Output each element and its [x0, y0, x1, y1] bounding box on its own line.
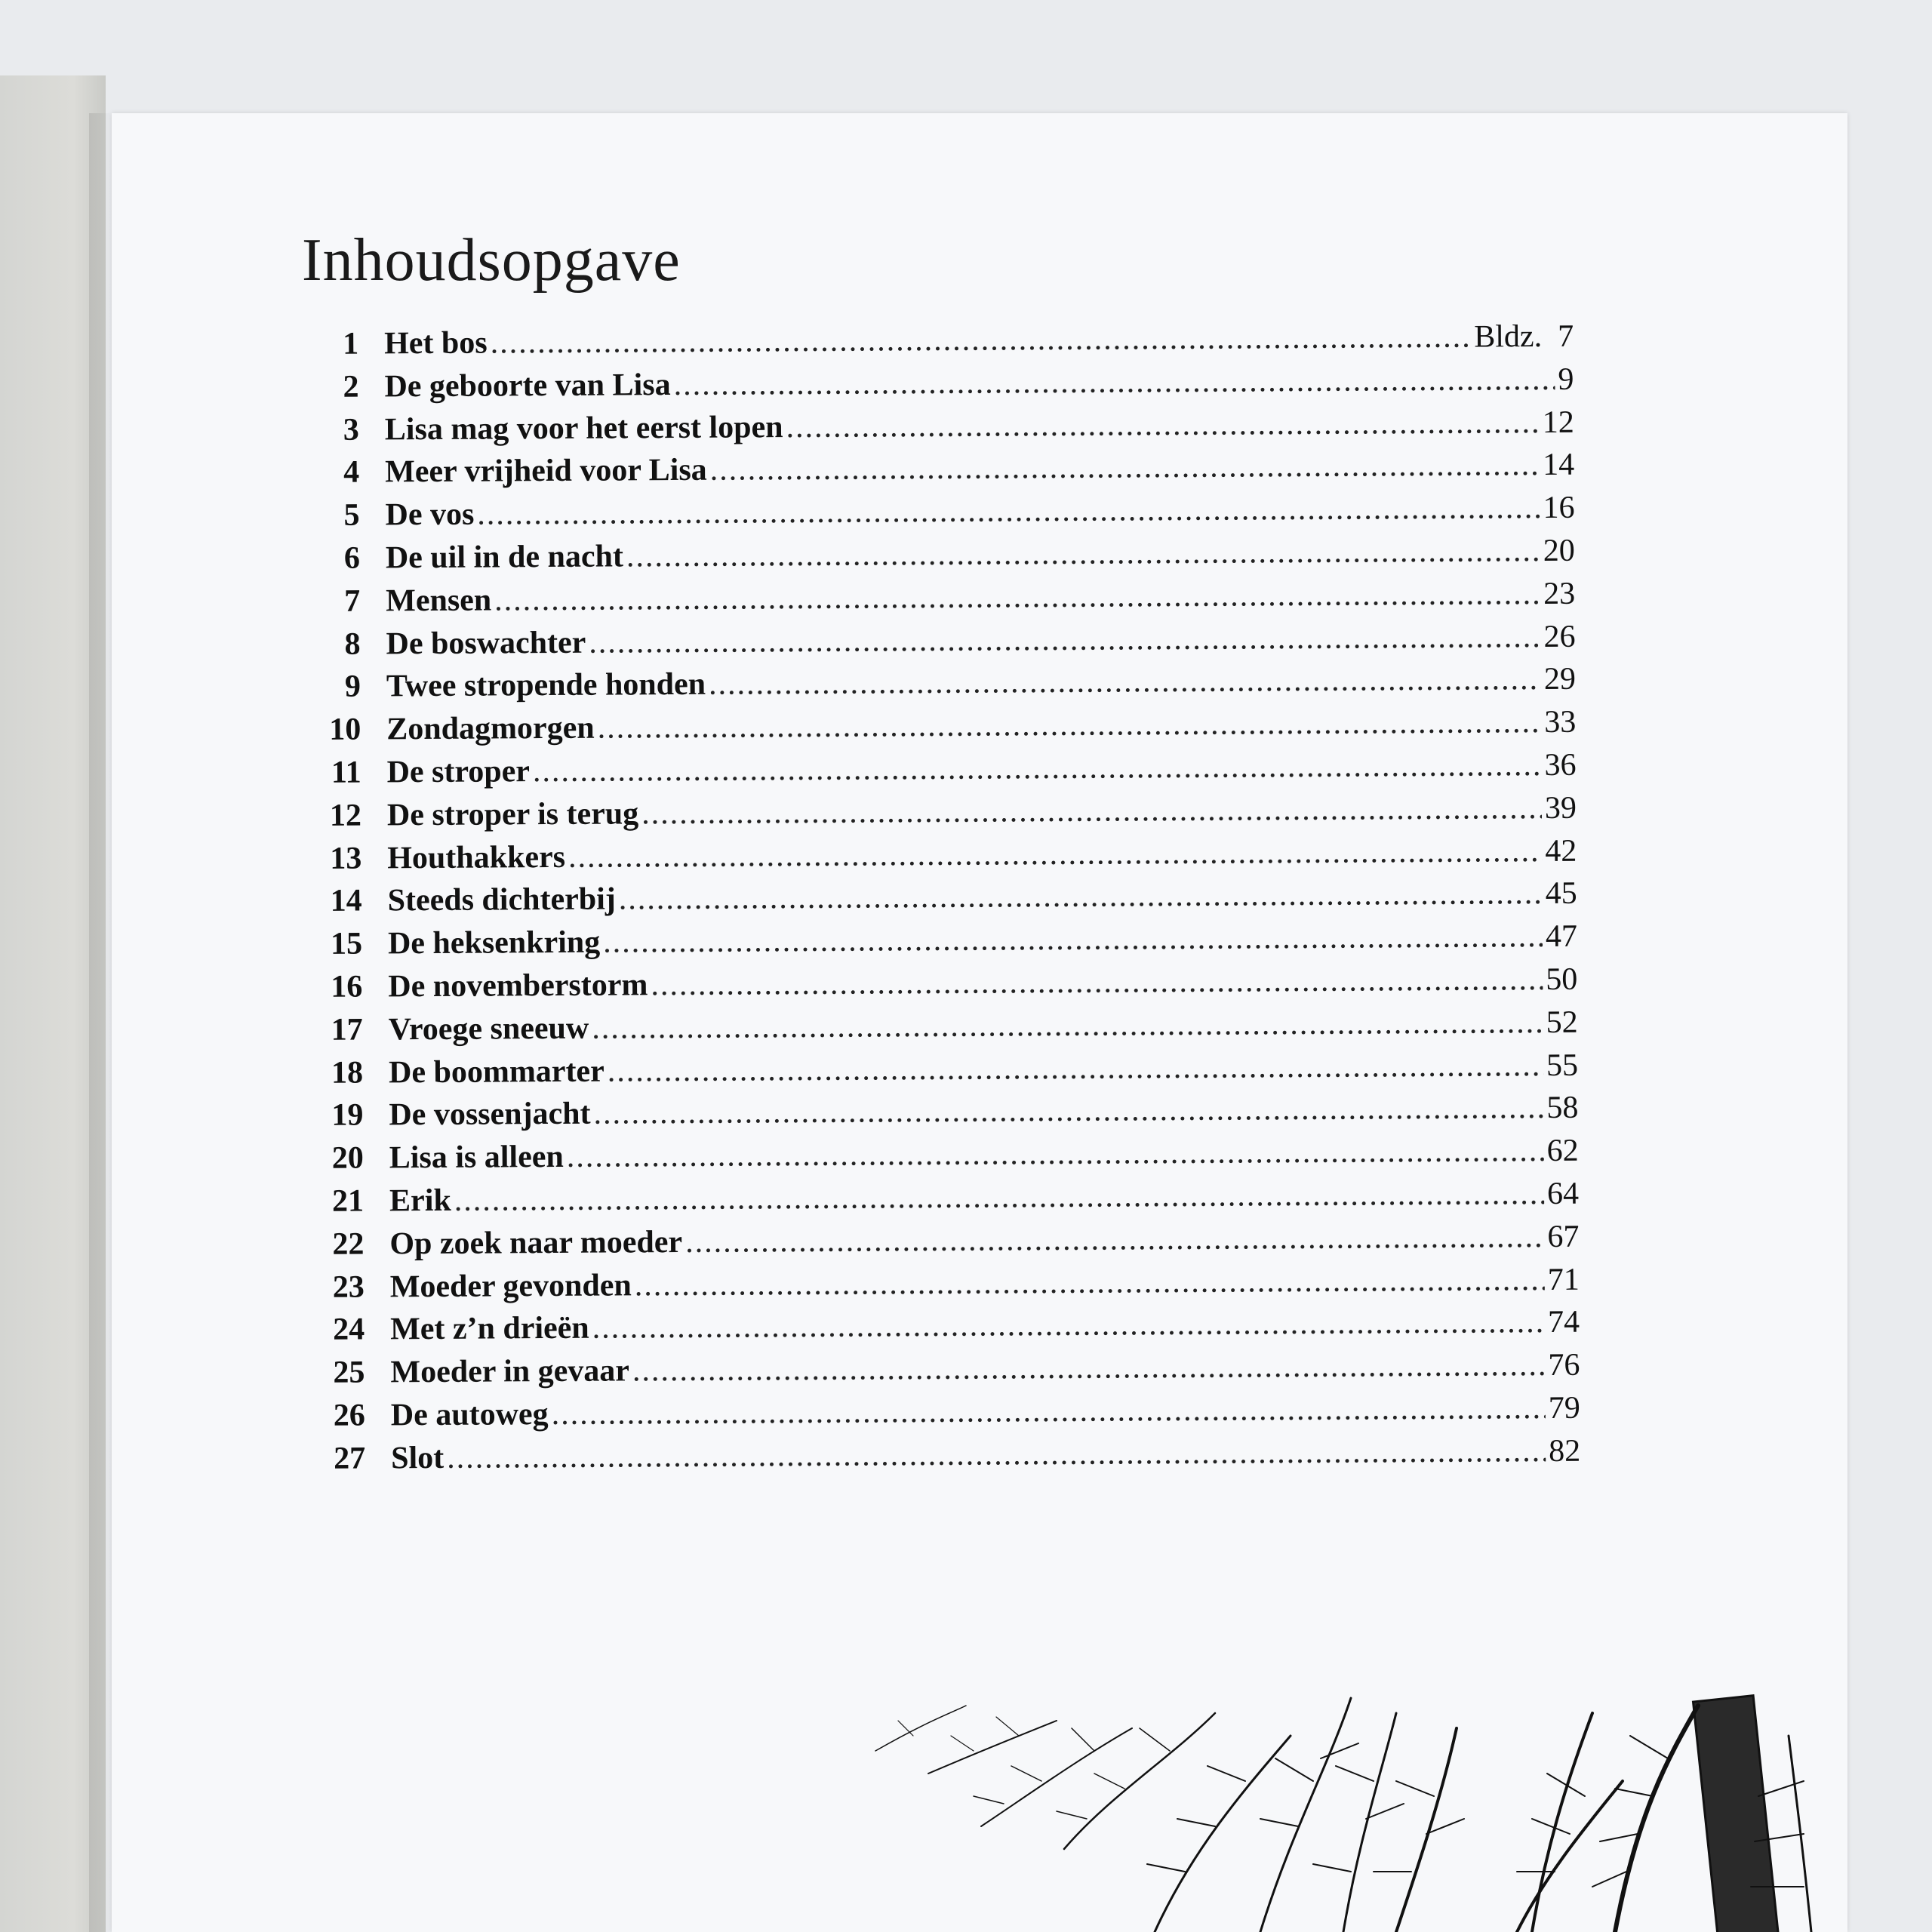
chapter-number: 18 — [331, 1055, 364, 1091]
spine-shadow — [89, 113, 112, 1932]
toc-entry — [311, 1176, 1579, 1226]
dot-leader — [710, 447, 1540, 488]
dot-leader — [709, 661, 1541, 703]
chapter-number: 8 — [344, 626, 361, 662]
chapter-title: Houthakkers — [387, 839, 566, 875]
toc-entry — [306, 490, 1574, 540]
dot-leader — [551, 1390, 1545, 1432]
dot-leader — [592, 1004, 1543, 1047]
dot-leader — [786, 405, 1540, 445]
toc-entry — [312, 1304, 1580, 1355]
toc-entry — [311, 1133, 1579, 1183]
toc-entry — [311, 1218, 1579, 1269]
dot-leader — [593, 1090, 1543, 1132]
chapter-number: 27 — [334, 1441, 366, 1476]
page-number: 29 — [1543, 662, 1577, 697]
page-number: 16 — [1543, 490, 1575, 526]
page-number: 67 — [1547, 1219, 1580, 1254]
toc-entry — [310, 1090, 1578, 1140]
page-number: 55 — [1546, 1048, 1579, 1083]
toc-entry — [312, 1261, 1580, 1312]
page-number: 58 — [1546, 1091, 1579, 1126]
toc-entry — [306, 404, 1574, 454]
chapter-number: 11 — [331, 755, 361, 790]
toc-entry — [312, 1347, 1580, 1398]
chapter-number: 15 — [330, 926, 363, 961]
chapter-number: 22 — [332, 1226, 365, 1262]
toc-entry — [306, 361, 1574, 412]
chapter-title: Mensen — [386, 583, 492, 619]
dot-leader — [589, 619, 1540, 661]
toc-entry — [309, 789, 1577, 840]
page-number: 64 — [1546, 1176, 1580, 1211]
dot-leader — [567, 1133, 1544, 1175]
chapter-title: De vos — [385, 497, 475, 533]
chapter-number: 21 — [331, 1183, 365, 1219]
chapter-title: De autoweg — [390, 1396, 549, 1433]
toc-entry — [306, 318, 1574, 369]
dot-leader — [477, 490, 1540, 533]
chapter-title: Erik — [389, 1183, 451, 1219]
page-number: 74 — [1547, 1305, 1580, 1340]
dot-leader — [632, 1347, 1546, 1389]
chapter-title: De boswachter — [386, 625, 586, 661]
chapter-number: 4 — [343, 454, 360, 491]
toc-entry — [308, 704, 1576, 755]
toc-entry — [312, 1432, 1580, 1483]
page-number: 82 — [1548, 1433, 1581, 1469]
dot-leader — [490, 319, 1471, 361]
dot-leader — [673, 361, 1555, 403]
page-number: 14 — [1543, 448, 1575, 483]
chapter-number: 12 — [329, 798, 362, 833]
page-number: 71 — [1547, 1262, 1580, 1297]
page-number: Bldz. 7 — [1474, 318, 1574, 355]
dot-leader — [533, 747, 1542, 789]
chapter-title: Steeds dichterbij — [387, 881, 616, 918]
page-number: 50 — [1546, 961, 1578, 997]
page-number: 20 — [1543, 533, 1575, 568]
page-number: 47 — [1545, 918, 1578, 955]
chapter-title: Twee stropende honden — [386, 667, 706, 704]
page-number: 52 — [1546, 1004, 1578, 1040]
chapter-title: De stroper — [386, 754, 531, 790]
dot-leader — [568, 833, 1543, 875]
chapter-number: 26 — [333, 1398, 365, 1433]
chapter-title: Lisa mag voor het eerst lopen — [384, 409, 783, 447]
chapter-number: 10 — [329, 712, 361, 747]
dot-leader — [494, 576, 1540, 618]
chapter-title: Moeder in gevaar — [390, 1353, 630, 1390]
dot-leader — [454, 1176, 1545, 1219]
chapter-title: De boommarter — [388, 1054, 605, 1090]
chapter-number: 24 — [332, 1312, 365, 1348]
page-number: 62 — [1546, 1133, 1579, 1169]
chapter-number: 13 — [330, 841, 362, 876]
dot-leader — [641, 790, 1542, 832]
chapter-number: 16 — [331, 969, 363, 1004]
dot-leader — [635, 1262, 1545, 1303]
toc-entry — [309, 961, 1577, 1012]
toc-entry — [309, 918, 1577, 969]
page-number: 36 — [1544, 747, 1577, 783]
toc-entry — [310, 1047, 1578, 1097]
tree-branches-illustration — [868, 1645, 1819, 1932]
chapter-title: De geboorte van Lisa — [384, 367, 671, 405]
dot-leader — [592, 1304, 1546, 1346]
chapter-title: De vossenjacht — [389, 1097, 591, 1133]
chapter-number: 20 — [331, 1140, 364, 1176]
toc-entry — [307, 576, 1575, 626]
chapter-number: 9 — [344, 669, 361, 705]
dot-leader — [685, 1219, 1545, 1260]
chapter-number: 2 — [343, 369, 359, 405]
chapter-number: 25 — [333, 1355, 365, 1390]
chapter-title: Vroege sneeuw — [388, 1011, 589, 1048]
chapter-title: De stroper is terug — [386, 796, 639, 833]
page-number: 39 — [1544, 790, 1577, 826]
toc-entry — [309, 832, 1577, 883]
toc-entry — [312, 1390, 1580, 1441]
page-number: 33 — [1544, 704, 1577, 740]
chapter-title: De uil in de nacht — [385, 539, 624, 576]
chapter-number: 14 — [330, 883, 362, 919]
chapter-title: De novemberstorm — [388, 968, 648, 1004]
chapter-number: 6 — [343, 540, 361, 576]
page-number: 9 — [1558, 361, 1574, 397]
chapter-number: 5 — [343, 497, 360, 533]
chapter-number: 1 — [343, 326, 359, 361]
chapter-number: 19 — [331, 1097, 364, 1134]
dot-leader — [603, 918, 1543, 961]
chapter-title: Meer vrijheid voor Lisa — [385, 453, 707, 490]
page-title: Inhoudsopgave — [302, 227, 681, 294]
toc-entry — [309, 875, 1577, 926]
chapter-title: Zondagmorgen — [386, 710, 595, 747]
toc-entry — [307, 533, 1575, 583]
page-number: 42 — [1545, 833, 1577, 869]
table-of-contents — [306, 318, 1580, 1484]
page-number: 12 — [1542, 405, 1574, 440]
chapter-title: Op zoek naar moeder — [389, 1224, 683, 1262]
chapter-title: Met z’n drieën — [389, 1311, 589, 1347]
chapter-number: 7 — [344, 583, 361, 619]
chapter-title: De heksenkring — [387, 924, 601, 961]
dot-leader — [626, 533, 1540, 574]
chapter-number: 17 — [331, 1012, 363, 1048]
dot-leader — [447, 1433, 1546, 1476]
dot-leader — [608, 1048, 1544, 1090]
page-number: 26 — [1543, 619, 1576, 654]
toc-entry — [308, 747, 1576, 798]
dot-leader — [651, 961, 1543, 1003]
page-number: 23 — [1543, 576, 1576, 611]
toc-entry — [306, 447, 1574, 497]
page-number: 45 — [1545, 876, 1577, 912]
page-number: 76 — [1548, 1347, 1580, 1383]
chapter-number: 3 — [343, 412, 359, 448]
toc-entry — [308, 661, 1576, 712]
dot-leader — [597, 704, 1541, 746]
chapter-title: Moeder gevonden — [389, 1267, 632, 1304]
toc-entry — [307, 618, 1575, 669]
page-number: 79 — [1548, 1390, 1580, 1426]
toc-entry — [310, 1004, 1578, 1054]
chapter-title: Slot — [391, 1440, 445, 1476]
dot-leader — [619, 875, 1543, 917]
chapter-number: 23 — [332, 1269, 365, 1305]
chapter-title: Het bos — [384, 325, 488, 361]
chapter-title: Lisa is alleen — [389, 1140, 564, 1176]
